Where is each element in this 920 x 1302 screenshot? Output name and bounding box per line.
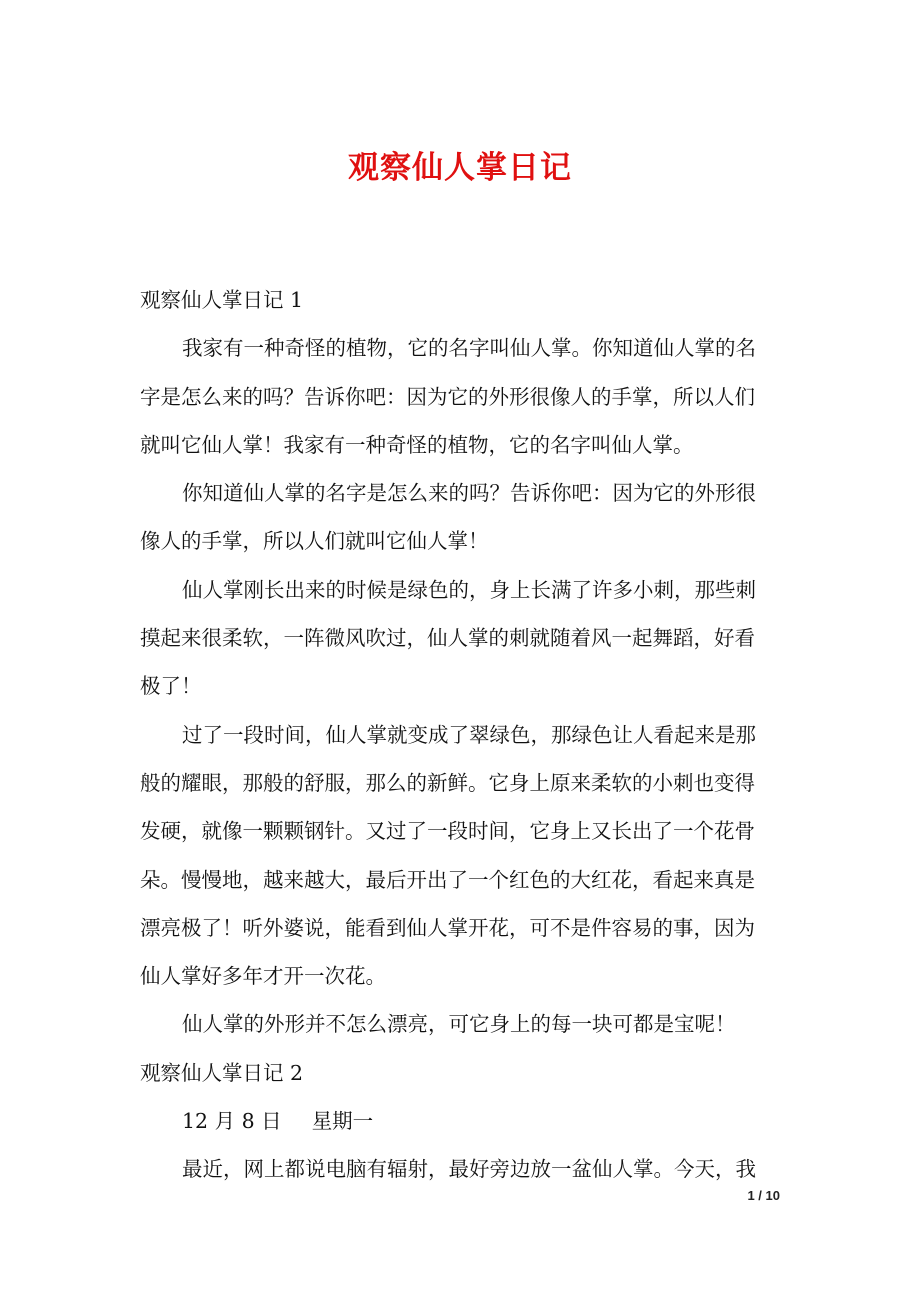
paragraph-line: 像人的手掌，所以人们就叫它仙人掌！ — [140, 529, 489, 554]
paragraph-line: 朵。慢慢地，越来越大，最后开出了一个红色的大红花，看起来真是 — [140, 867, 755, 892]
diary-weekday: 星期一 — [311, 1109, 374, 1134]
paragraph-line: 你知道仙人掌的名字是怎么来的吗？告诉你吧：因为它的外形很 — [182, 481, 756, 506]
paragraph-line: 字是怎么来的吗？告诉你吧：因为它的外形很像人的手掌，所以人们 — [140, 384, 755, 409]
paragraph-line: 仙人掌的外形并不怎么漂亮，可它身上的每一块可都是宝呢！ — [182, 1012, 736, 1037]
date-line — [140, 1097, 782, 1145]
paragraph-line: 就叫它仙人掌！我家有一种奇怪的植物，它的名字叫仙人掌。 — [140, 432, 694, 457]
paragraph-line: 极了！ — [140, 674, 202, 699]
paragraph-line: 过了一段时间，仙人掌就变成了翠绿色，那绿色让人看起来是那 — [182, 722, 756, 747]
paragraph-line: 最近，网上都说电脑有辐射，最好旁边放一盆仙人掌。今天，我 — [182, 1157, 756, 1182]
section-heading: 观察仙人掌日记 1 — [140, 288, 304, 312]
paragraph-line: 摸起来很柔软，一阵微风吹过，仙人掌的刺就随着风一起舞蹈，好看 — [140, 626, 755, 651]
section-heading: 观察仙人掌日记 2 — [140, 1060, 304, 1085]
paragraph-line: 仙人掌刚长出来的时候是绿色的，身上长满了许多小刺，那些刺 — [182, 577, 756, 602]
page-number: 1 / 10 — [747, 1188, 780, 1203]
document-body — [140, 276, 782, 1194]
paragraph-line: 我家有一种奇怪的植物，它的名字叫仙人掌。你知道仙人掌的名 — [182, 336, 756, 361]
paragraph-line: 发硬，就像一颗颗钢针。又过了一段时间，它身上又长出了一个花骨 — [140, 819, 755, 844]
paragraph-line: 漂亮极了！听外婆说，能看到仙人掌开花，可不是件容易的事，因为 — [140, 915, 755, 940]
paragraph-line: 仙人掌好多年才开一次花。 — [140, 964, 386, 989]
diary-date: 12 月 8 日 — [182, 1109, 282, 1134]
document-title: 观察仙人掌日记 — [348, 150, 572, 186]
paragraph-line: 般的耀眼，那般的舒服，那么的新鲜。它身上原来柔软的小刺也变得 — [140, 770, 755, 795]
